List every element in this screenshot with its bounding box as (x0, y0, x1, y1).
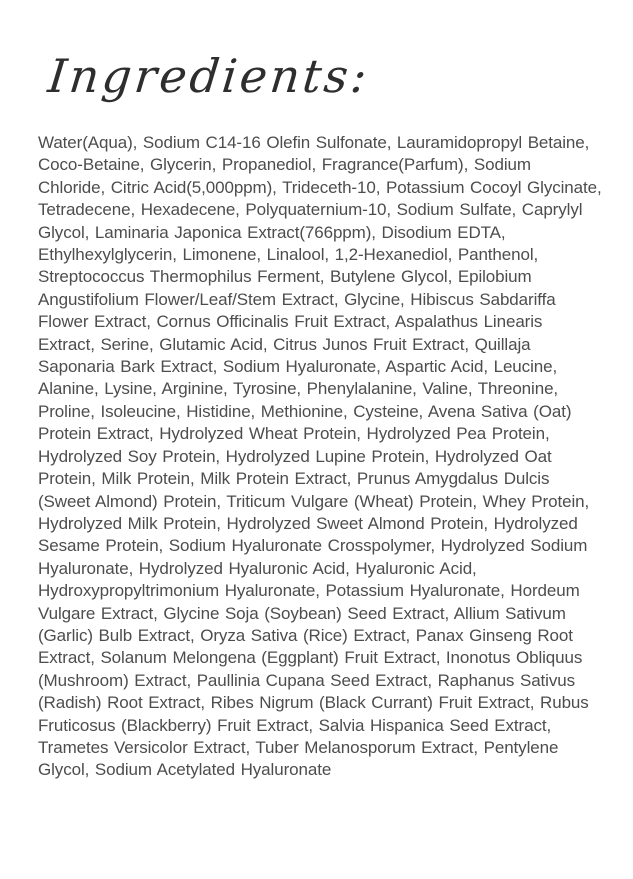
ingredients-text: Water(Aqua), Sodium C14-16 Olefin Sulfonate, Lauramidopropyl Betaine, Coco-Betaine, Glycerin, Propanediol, Fragrance(Parfum), Sodium Chloride, Citric Acid(5,000ppm), Trideceth-10, Potassium Cocoyl Glycinate, Tetradecene, Hexadecene, Polyquaternium-10, Sodium Sulfate, Caprylyl Glycol, Laminaria Japonica Extract(766ppm), Disodium EDTA, Ethylhexylglycerin, Limonene, Linalool, 1,2-Hexanediol, Panthenol, Streptococcus Thermophilus Ferment, Butylene Glycol, Epilobium Angustifolium Flower/Leaf/Stem Extract, Glycine, Hibiscus Sabdariffa Flower Extract, Cornus Officinalis Fruit Extract, Aspalathus Linearis Extract, Serine, Glutamic Acid, Citrus Junos Fruit Extract, Quillaja Saponaria Bark Extract, Sodium Hyaluronate, Aspartic Acid, Leucine, Alanine, Lysine, Arginine, Tyrosine, Phenylalanine, Valine, Threonine, Proline, Isoleucine, Histidine, Methionine, Cysteine, Avena Sativa (Oat) Protein Extract, Hydrolyzed Wheat Protein, Hydrolyzed Pea Protein, Hydrolyzed Soy Protein, Hydrolyzed Lupine Protein, Hydrolyzed Oat Protein, Milk Protein, Milk Protein Extract, Prunus Amygdalus Dulcis (Sweet Almond) Protein, Triticum Vulgare (Wheat) Protein, Whey Protein, Hydrolyzed Milk Protein, Hydrolyzed Sweet Almond Protein, Hydrolyzed Sesame Protein, Sodium Hyaluronate Crosspolymer, Hydrolyzed Sodium Hyaluronate, Hydrolyzed Hyaluronic Acid, Hyaluronic Acid, Hydroxypropyltrimonium Hyaluronate, Potassium Hyaluronate, Hordeum Vulgare Extract, Glycine Soja (Soybean) Seed Extract, Allium Sativum (Garlic) Bulb Extract, Oryza Sativa (Rice) Extract, Panax Ginseng Root Extract, Solanum Melongena (Eggplant) Fruit Extract, Inonotus Obliquus (Mushroom) Extract, Paullinia Cupana Seed Extract, Raphanus Sativus (Radish) Root Extract, Ribes Nigrum (Black Currant) Fruit Extract, Rubus Fruticosus (Blackberry) Fruit Extract, Salvia Hispanica Seed Extract, Trametes Versicolor Extract, Tuber Melanosporum Extract, Pentylene Glycol, Sodium Acetylated Hyaluronate (38, 133, 602, 780)
ingredients-heading: Ingredients: (45, 49, 373, 103)
